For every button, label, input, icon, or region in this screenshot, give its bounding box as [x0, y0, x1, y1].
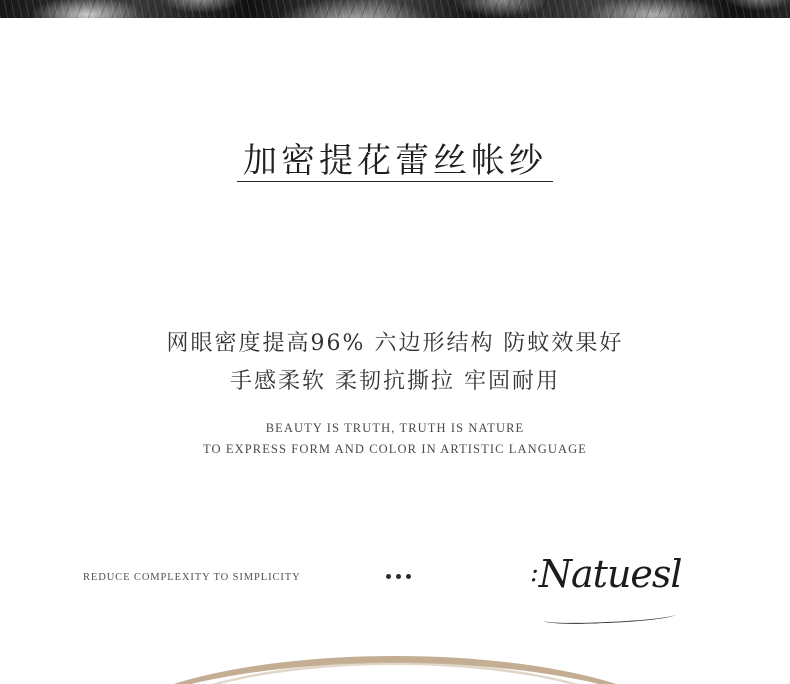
band-scratch-overlay: [0, 0, 790, 18]
bottom-decorative-arc: [0, 654, 790, 684]
english-tagline-2: TO EXPRESS FORM AND COLOR IN ARTISTIC LANGUAGE: [202, 442, 588, 456]
ornament-dots-icon: [386, 574, 411, 579]
signature-flourish: [544, 610, 676, 626]
page-title: [0, 133, 790, 192]
footer-slogan: REDUCE COMPLEXITY TO SIMPLICITY: [83, 572, 301, 583]
signature-prefix: :: [530, 558, 539, 588]
feature-list: [0, 328, 790, 404]
brand-signature: [530, 552, 682, 596]
english-tagline-block: [0, 418, 790, 460]
page-title-text: 加密提花蕾丝帐纱: [243, 141, 547, 181]
feature-line-1: 网眼密度提高96% 六边形结构 防蚊效果好: [166, 331, 624, 356]
footer-row: [0, 552, 790, 620]
signature-text: Natuesl: [538, 552, 682, 596]
english-tagline-1: BEAUTY IS TRUTH, TRUTH IS NATURE: [265, 421, 525, 435]
top-decorative-photo-band: [0, 0, 790, 18]
feature-line-2: 手感柔软 柔韧抗撕拉 牢固耐用: [230, 369, 560, 394]
title-underline-rule: [237, 181, 553, 182]
